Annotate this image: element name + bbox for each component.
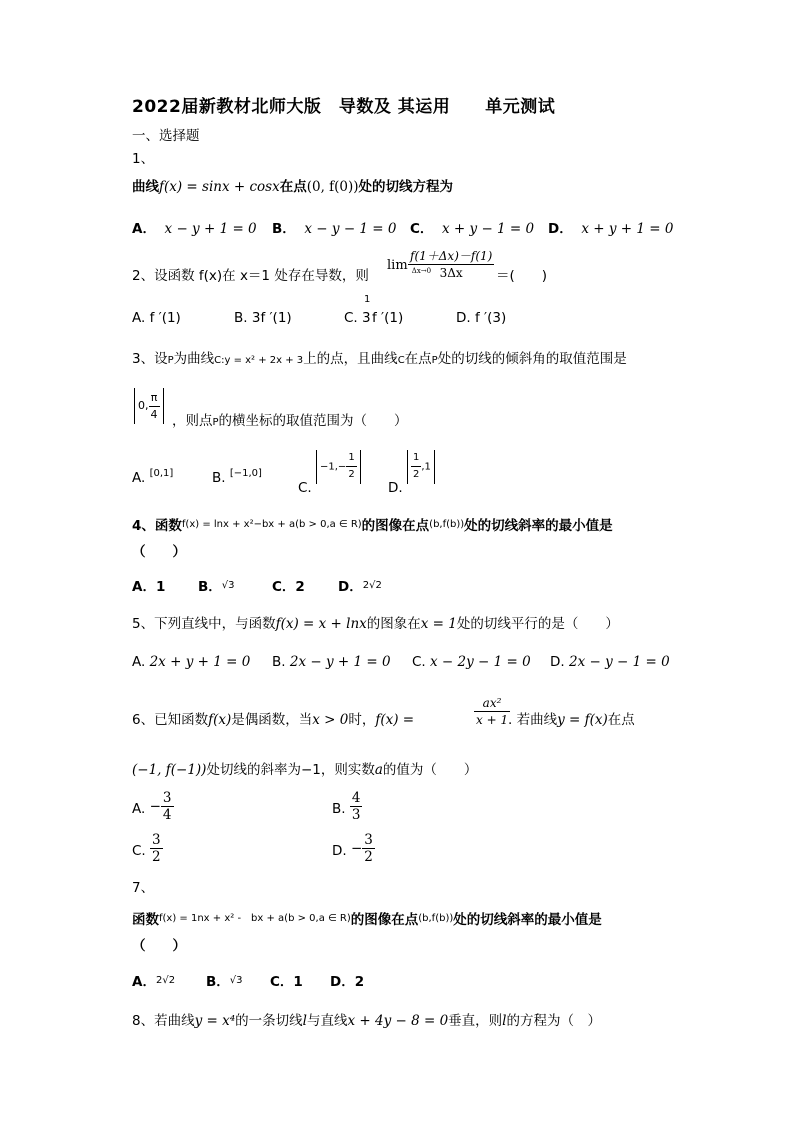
question-1-option-a[interactable]: A． x − y + 1 = 0 (132, 221, 257, 237)
question-7-option-b[interactable]: B．$^{√3}$ (206, 974, 243, 990)
question-4-paren: （ ） (132, 544, 186, 560)
question-1-option-c[interactable]: C． x + y − 1 = 0 (410, 221, 535, 237)
question-3-option-b[interactable]: B. [−1,0] (212, 468, 262, 486)
question-4-option-d[interactable]: D．$^{2√2}$ (338, 579, 382, 595)
question-2-limit: lim $_{\Delta x\to 0}$ (387, 258, 432, 275)
question-6-stem-2: . 若曲线y = f(x)在点 (508, 712, 635, 728)
question-4-option-b[interactable]: B．$^{√3}$ (198, 579, 235, 595)
question-1-stem: 曲线f(x) = sinx + cosx在点(0, f(0))处的切线方程为 (132, 179, 454, 195)
question-7-option-c[interactable]: C．1 (270, 974, 303, 990)
question-7-option-a[interactable]: A．$^{2√2}$ (132, 974, 176, 990)
question-4-stem: 4、函数$^{f(x) = lnx + x^2-bx + a(b > 0,a \in R)}$的图像在点$^{(b,f(b))}$处的切线斜率的最小值是 (132, 518, 613, 534)
question-3-option-c[interactable]: C. −1,− $\frac{1}{2}$ (298, 450, 361, 484)
question-6-fraction: $\frac{\text{ax²}}{x + 1}$ (476, 696, 509, 727)
question-8-stem: 8、若曲线y = x⁴的一条切线l与直线x + 4y − 8 = 0垂直，则l的方程为（ ） (132, 1013, 601, 1029)
question-6-option-c[interactable]: C. $\frac{3}{2}$ (132, 832, 161, 865)
question-6-option-a[interactable]: A. − $\frac{3}{4}$ (132, 790, 172, 823)
question-2-fraction: $\frac{f(1+\Delta x)-f(1)}{3\Delta x}$ (410, 249, 493, 280)
question-6-stem-1: 6、已知函数f(x)是偶函数，当x > 0时，f(x) = (132, 712, 415, 728)
question-7-number: 7、 (132, 880, 155, 896)
question-7-stem: 函数$^{f(x) = 1nx + x^2 - bx + a(b > 0,a \in R)}$的图像在点$^{(b,f(b))}$处的切线斜率的最小值是 (132, 912, 602, 928)
question-4-option-c[interactable]: C．2 (272, 579, 305, 595)
question-2-option-c[interactable]: C. 1 3f ′(1) (344, 294, 404, 326)
question-3-option-d[interactable]: D. $\frac{1}{2}$ ,1 (388, 450, 435, 484)
question-5-stem: 5、下列直线中，与函数f(x) = x + lnx的图象在x = 1处的切线平行的是（ ） (132, 616, 619, 632)
question-3-range: 0, $\frac{\pi}{4}$ (134, 388, 164, 424)
question-2-stem: 2、设函数 f(x)在 x＝1 处存在导数，则 (132, 268, 369, 284)
question-5-option-d[interactable]: D. 2x − y − 1 = 0 (550, 654, 670, 670)
question-5-option-b[interactable]: B. 2x − y + 1 = 0 (272, 654, 391, 670)
question-2-option-a[interactable]: A. f ′(1) (132, 310, 181, 326)
question-7-paren: （ ） (132, 938, 186, 954)
question-5-option-c[interactable]: C. x − 2y − 1 = 0 (412, 654, 531, 670)
question-3-stem-2: ，则点P的横坐标的取值范围为（ ） (172, 413, 408, 429)
question-1-number: 1、 (132, 151, 155, 167)
document-title: 2022届新教材北师大版 导数及 其运用 单元测试 (132, 97, 556, 117)
question-2-option-d[interactable]: D. f ′(3) (456, 310, 507, 326)
section-heading: 一、选择题 (132, 128, 200, 144)
question-6-option-d[interactable]: D. − $\frac{3}{2}$ (332, 832, 373, 865)
question-4-option-a[interactable]: A．1 (132, 579, 166, 595)
question-3-option-a[interactable]: A. [0,1] (132, 468, 174, 486)
question-3-stem: 3、设P为曲线C:y = x² + 2x + 3上的点，且曲线C在点P处的切线的倾斜角的取值范围是 (132, 351, 627, 367)
question-1-option-d[interactable]: D． x + y + 1 = 0 (548, 221, 674, 237)
question-2-stem-end: ＝( ) (496, 268, 548, 284)
question-6-stem-3: (−1, f(−1))处切线的斜率为−1，则实数a的值为（ ） (132, 762, 478, 778)
question-6-option-b[interactable]: B. $\frac{4}{3}$ (332, 790, 361, 823)
question-7-option-d[interactable]: D．2 (330, 974, 365, 990)
question-1-option-b[interactable]: B． x − y − 1 = 0 (272, 221, 397, 237)
question-5-option-a[interactable]: A. 2x + y + 1 = 0 (132, 654, 251, 670)
question-2-option-b[interactable]: B. 3f ′(1) (234, 310, 292, 326)
